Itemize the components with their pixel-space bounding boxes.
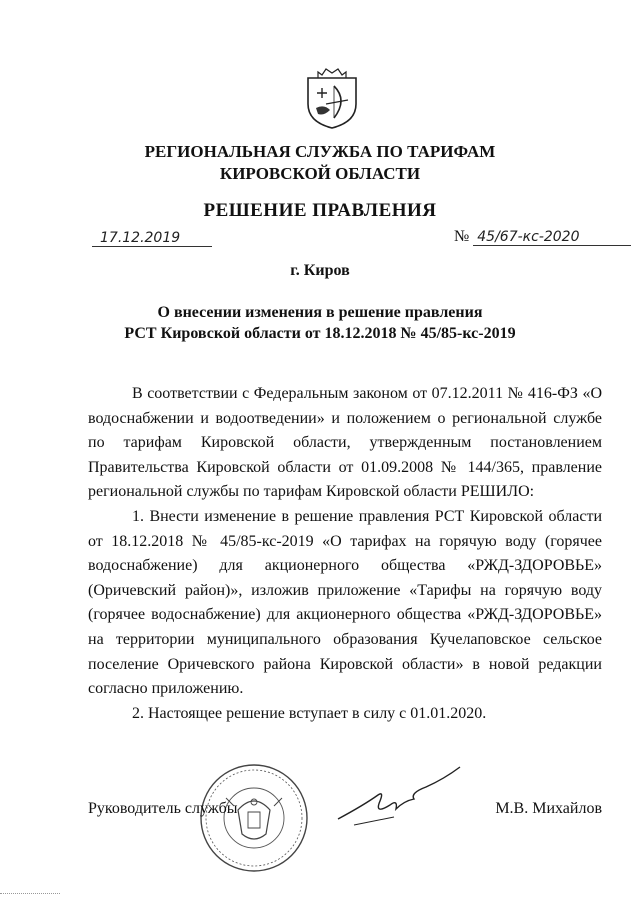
body-paragraph-item-1: 1. Внести изменение в решение правления РСТ Кировской области от 18.12.2018 № 45/85-кс-2019 «О тарифах на горячую воду (горячее водоснабжение) для акционерного общества «РЖД-ЗДОРОВЬЕ» (Оричевский район)», изложив приложение «Тарифы на горячую воду (горячее водоснабжение) для акционерного общества «РЖД-ЗДОРОВЬЕ» на территории муниципального образования Кучелаповское сельское поселение Оричевского района Кировской области» в новой редакции согласно приложению. bbox=[88, 507, 602, 698]
official-seal-icon bbox=[198, 762, 310, 874]
document-body bbox=[88, 382, 602, 726]
subject-line1: О внесении изменения в решение правления bbox=[157, 304, 483, 321]
organization-name-line1: РЕГИОНАЛЬНАЯ СЛУЖБА ПО ТАРИФАМ bbox=[144, 142, 496, 161]
document-number: 45/67-кс-2020 bbox=[473, 229, 631, 246]
scan-edge-mark bbox=[0, 893, 60, 895]
document-type-title: РЕШЕНИЕ ПРАВЛЕНИЯ bbox=[203, 200, 437, 221]
signatory-position: Руководитель службы bbox=[88, 800, 238, 817]
handwritten-signature-icon bbox=[334, 765, 464, 837]
document-number-block bbox=[454, 228, 631, 246]
document-date: 17.12.2019 bbox=[92, 230, 212, 247]
body-paragraph-preamble: В соответствии с Федеральным законом от 07.12.2011 № 416-ФЗ «О водоснабжении и водоотведении» и положением о региональной службе по тарифам Кировской области, утвержденным постановлением Правительства Кировской области от 01.09.2008 № 144/365, правление региональной службы по тарифам Кировской области РЕШИЛО: bbox=[88, 385, 602, 501]
organization-name-line2: КИРОВСКОЙ ОБЛАСТИ bbox=[219, 164, 421, 183]
signatory-name: М.В. Михайлов bbox=[495, 800, 602, 817]
subject-line2: РСТ Кировской области от 18.12.2018 № 45/85-кс-2019 bbox=[124, 325, 516, 342]
kirov-coat-of-arms-icon bbox=[304, 64, 360, 130]
city: г. Киров bbox=[290, 262, 350, 279]
number-sign: № bbox=[454, 228, 470, 245]
body-paragraph-item-2: 2. Настоящее решение вступает в силу с 01.01.2020. bbox=[132, 704, 487, 722]
